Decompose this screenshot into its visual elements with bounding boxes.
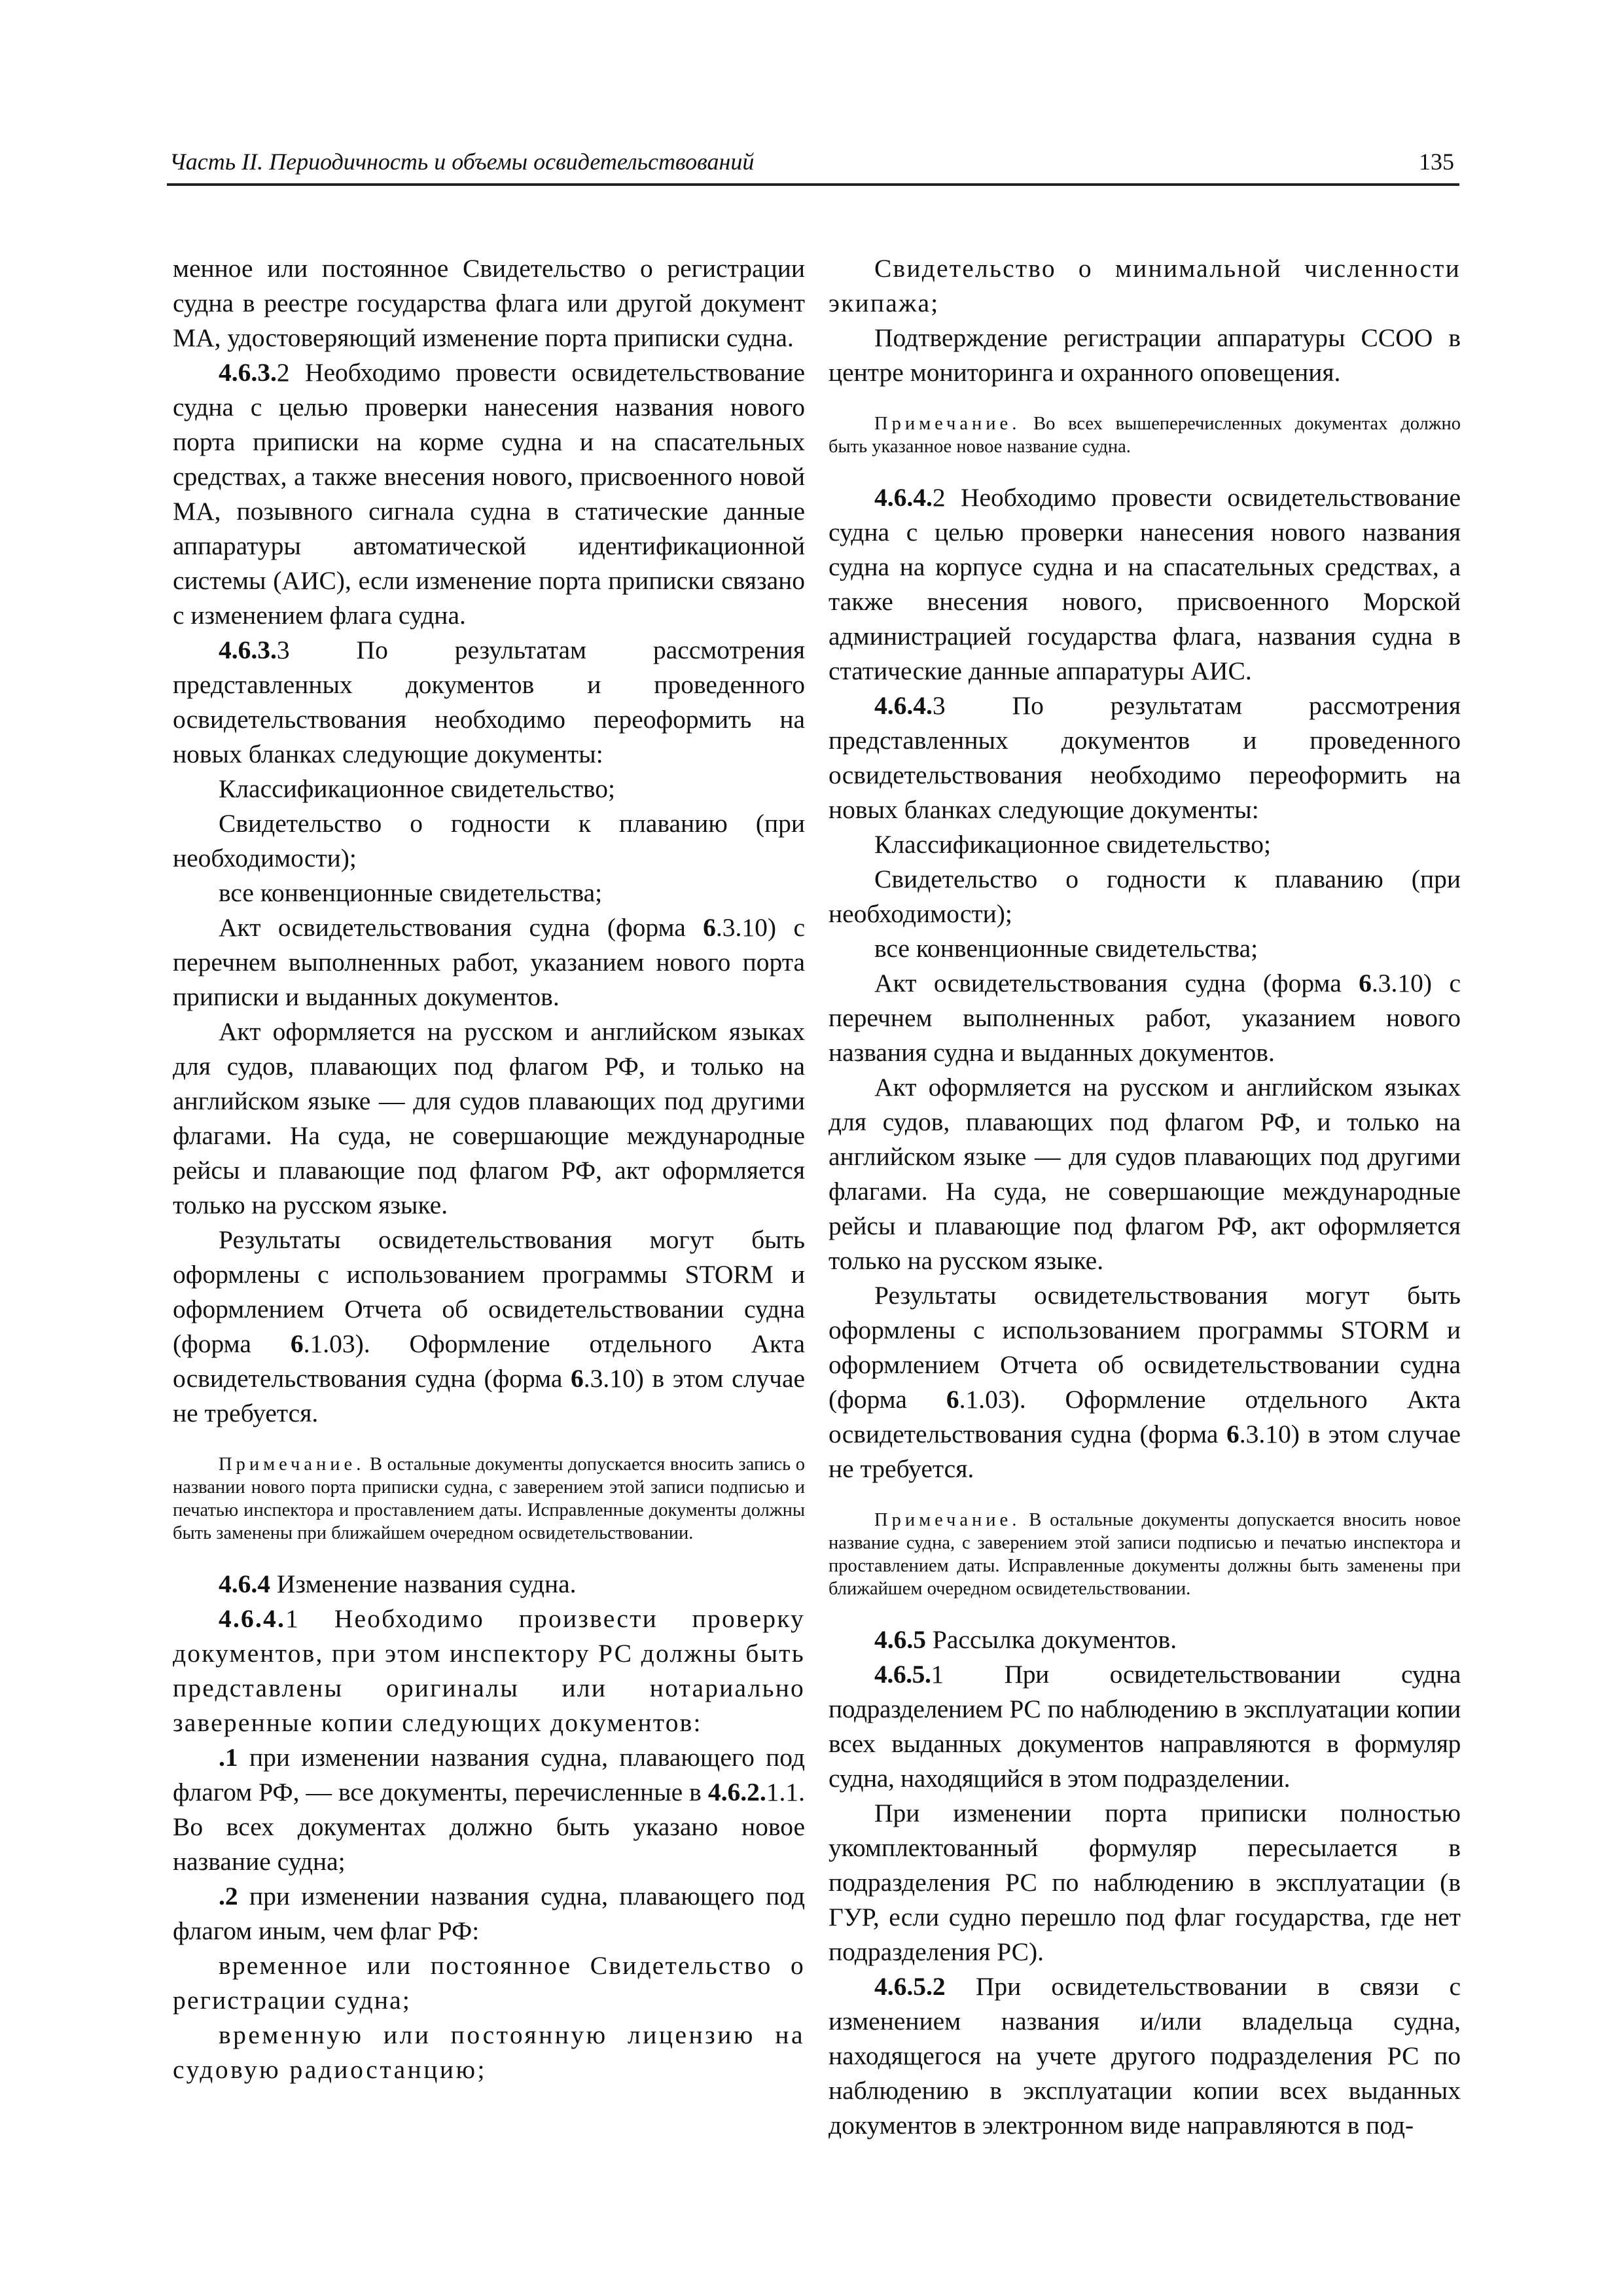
note-label: Примечание. [874, 1510, 1021, 1530]
paragraph: Результаты освидетельствования могут быть оформлены с использованием программы STORM и оформлением Отчета об освидетельствовании судна (форма 6.1.03). Оформление отдельного Акта освидетельствования судна (форма 6.3.10) в этом случае не требуется. [173, 1225, 806, 1427]
left-column [173, 251, 805, 2087]
list-item: Свидетельство о годности к плаванию (при необходимости); [829, 865, 1461, 928]
paragraph-4-6-3-3: 4.6.3.3 По результатам рассмотрения представленных документов и проведенного освидетельствования необходимо переоформить на новых бланках следующие документы: [173, 636, 805, 768]
list-item: Акт освидетельствования судна (форма 6.3.10) с перечнем выполненных работ, указанием нового порта приписки и выданных документов. [173, 913, 805, 1011]
note: Примечание. В остальные документы допускается вносить запись о названии нового порта приписки судна, с заверением этой записи подписью и печатью инспектора и проставлением даты. Исправленные документы должны быть заменены при ближайшем очередном освидетельствовании. [173, 1454, 805, 1543]
clause-number: 4.6.4.3 [874, 691, 946, 720]
clause-number: 4.6.3.2 [219, 358, 290, 387]
list-item: временную или постоянную лицензию на судовую радиостанцию; [173, 2020, 805, 2084]
clause-number: 4.6.4.2 [874, 483, 946, 512]
list-item: .1 при изменении названия судна, плавающего под флагом РФ, — все документы, перечисленные в 4.6.2.1.1. Во всех документах должно быть указано новое название судна; [173, 1743, 805, 1876]
section-heading-4-6-4: 4.6.4 Изменение названия судна. [219, 1570, 577, 1598]
paragraph: Результаты освидетельствования могут быть оформлены с использованием программы STORM и оформлением Отчета об освидетельствовании судна (форма 6.1.03). Оформление отдельного Акта освидетельствования судна (форма 6.3.10) в этом случае не требуется. [829, 1281, 1461, 1483]
paragraph: менное или постоянное Свидетельство о регистрации судна в реестре государства флага или другой документ МА, удостоверяющий изменение порта приписки судна. [173, 254, 805, 352]
paragraph-4-6-3-2: 4.6.3.2 Необходимо провести освидетельствование судна с целью проверки нанесения названия нового порта приписки на корме судна и на спасательных средствах, а также внесения нового, присвоенного новой МА, позывного сигнала судна в статические данные аппаратуры автоматической идентификационной системы (АИС), если изменение порта приписки связано с изменением флага судна. [173, 358, 805, 630]
note-label: Примечание. [219, 1454, 365, 1475]
list-item: все конвенционные свидетельства; [874, 934, 1258, 963]
right-column [829, 251, 1461, 2143]
paragraph-4-6-4-1: 4.6.4.1 Необходимо произвести проверку документов, при этом инспектору РС должны быть представлены оригиналы или нотариально заверенные копии следующих документов: [173, 1604, 805, 1737]
list-item: Свидетельство о минимальной численности экипажа; [829, 254, 1461, 317]
note-label: Примечание. [874, 414, 1021, 434]
paragraph: При изменении порта приписки полностью укомплектованный формуляр пересылается в подразделения РС по наблюдению в эксплуатации (в ГУР, если судно перешло под флаг государства, где нет подразделения РС). [829, 1799, 1461, 1966]
clause-number: 4.6.3.3 [219, 636, 290, 664]
list-item: Свидетельство о годности к плаванию (при необходимости); [173, 809, 805, 872]
running-title: Часть II. Периодичность и объемы освидетельствований [169, 149, 755, 175]
paragraph-4-6-5-2: 4.6.5.2 При освидетельствовании в связи с изменением названия и/или владельца судна, находящегося на учете другого подразделения РС по наблюдению в эксплуатации копии всех выданных документов в электронном виде направляются в под- [829, 1972, 1461, 2140]
running-header [167, 145, 1459, 186]
paragraph: Акт оформляется на русском и английском языках для судов, плавающих под флагом РФ, и только на английском языке — для судов плавающих под другими флагами. На суда, не совершающие международные рейсы и плавающие под флагом РФ, акт оформляется только на русском языке. [829, 1073, 1461, 1275]
list-item: Подтверждение регистрации аппаратуры ССОО в центре мониторинга и охранного оповещения. [829, 323, 1461, 387]
list-item: .2 при изменении названия судна, плавающего под флагом иным, чем флаг РФ: [173, 1882, 805, 1945]
list-item: Классификационное свидетельство; [874, 830, 1271, 859]
list-item: временное или постоянное Свидетельство о регистрации судна; [173, 1951, 805, 2015]
note: Примечание. Во всех вышеперечисленных документах должно быть указанное новое название судна. [829, 414, 1461, 457]
list-item: Классификационное свидетельство; [219, 774, 615, 803]
clause-number: 4.6.4.1 [219, 1604, 300, 1633]
list-item: Акт освидетельствования судна (форма 6.3.10) с перечнем выполненных работ, указанием нового названия судна и выданных документов. [829, 969, 1461, 1067]
clause-number: 4.6.5.1 [874, 1660, 944, 1689]
paragraph-4-6-4-3: 4.6.4.3 По результатам рассмотрения представленных документов и проведенного освидетельствования необходимо переоформить на новых бланках следующие документы: [829, 691, 1461, 824]
page-number: 135 [1419, 149, 1454, 175]
list-item: все конвенционные свидетельства; [219, 878, 603, 907]
paragraph-4-6-5-1: 4.6.5.1 При освидетельствовании судна подразделением РС по наблюдению в эксплуатации копии всех выданных документов направляются в формуляр судна, находящийся в этом подразделении. [829, 1660, 1461, 1793]
section-heading-4-6-5: 4.6.5 Рассылка документов. [874, 1625, 1177, 1654]
note: Примечание. В остальные документы допускается вносить новое название судна, с заверением этой записи подписью и печатью инспектора и проставлением даты. Исправленные документы должны быть заменены при ближайшем очередном освидетельствовании. [829, 1510, 1461, 1599]
paragraph-4-6-4-2: 4.6.4.2 Необходимо провести освидетельствование судна с целью проверки нанесения нового названия судна на корпусе судна и на спасательных средствах, а также внесения нового, присвоенного Морской администрацией государства флага, названия судна в статические данные аппаратуры АИС. [829, 483, 1461, 685]
paragraph: Акт оформляется на русском и английском языках для судов, плавающих под флагом РФ, и только на английском языке — для судов плавающих под другими флагами. На суда, не совершающие международные рейсы и плавающие под флагом РФ, акт оформляется только на русском языке. [173, 1017, 805, 1219]
